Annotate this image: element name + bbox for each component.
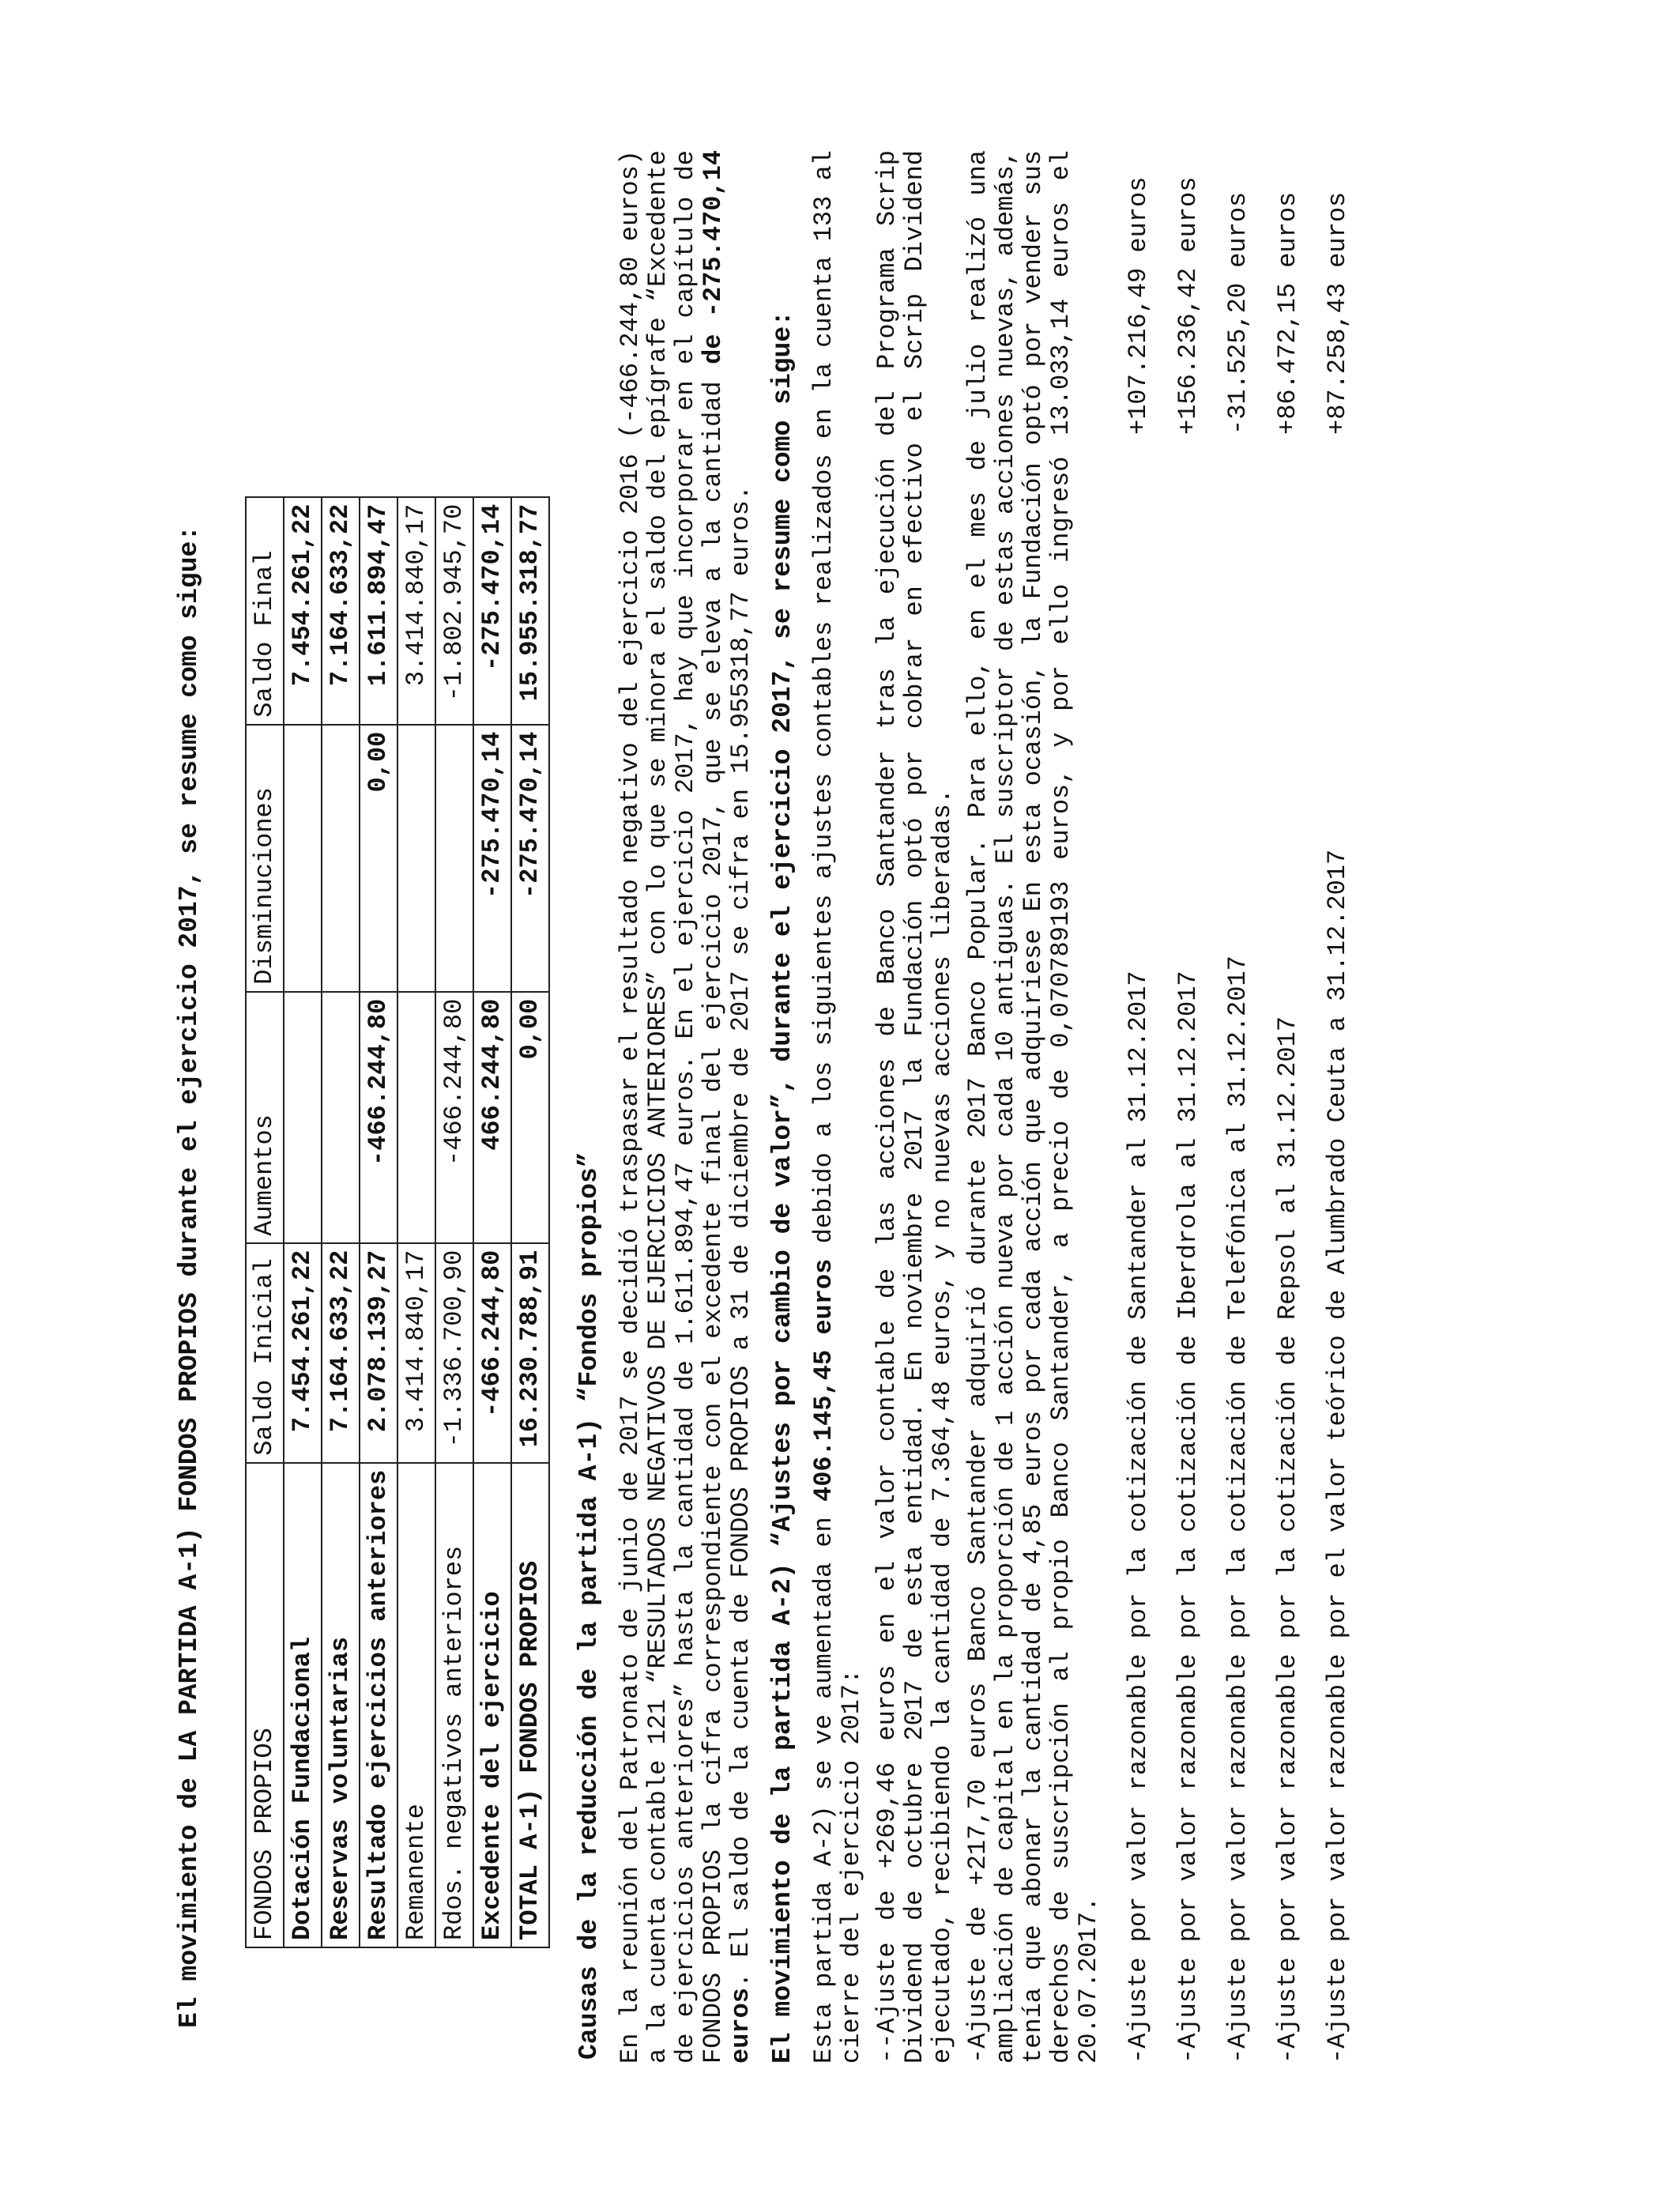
section-a1-paragraph [616,150,755,2064]
adjustment-item [1224,150,1252,2064]
table-row [511,497,549,1947]
cell-aumentos [322,992,360,1243]
cell-saldo-final: 7.164.633,22 [322,497,360,725]
cell-disminuciones: -275.470,14 [473,725,511,992]
cell-saldo-final: -275.470,14 [473,497,511,725]
table-body [284,497,549,1947]
header-fondos-propios: FONDOS PROPIOS [246,1463,284,1947]
table-row [360,497,397,1947]
adjustments-list [1124,150,1351,2064]
cell-saldo-final: 7.454.261,22 [284,497,322,725]
adjustment-label: -Ajuste por valor razonable por la cotización de Iberdrola al 31.12.2017 [1173,971,1203,2064]
main-heading: El movimiento de LA PARTIDA A-1) FONDOS PROPIOS durante el ejercicio 2017, se resume como sigue: [175,525,204,2028]
section-a2-intro [810,150,865,2064]
a1-text: En la reunión del Patronato de junio de 2017 se decidió traspasar el resultado negativo del ejercicio 2016 (-466.244,80 euros) a la cuenta contable 121 “RESULTADOS NEGATIVOS DE EJERCICIOS ANTERIORES” con lo que se minora el saldo del epígrafe “Excedente de ejercicios anteriores” hasta la cantidad de 1.611.894,47 euros. En el ejercicio 2017, hay que incorporar en el capítulo de FONDOS PROPIOS la cifra correspondiente con el excedente final del ejercicio 2017, que se eleva a la cantidad [616,150,728,2064]
table-row [397,497,435,1947]
cell-saldo-final: 15.955.318,77 [511,497,549,725]
cell-saldo-final: -1.802.945,70 [435,497,473,725]
adjustment-item [1324,150,1351,2064]
cell-label: Reservas voluntarias [322,1463,360,1947]
table-row [284,497,322,1947]
cell-saldo-inicial: 2.078.139,27 [360,1243,397,1463]
cell-label: Remanente [397,1463,435,1947]
header-aumentos: Aumentos [246,992,284,1243]
cell-saldo-inicial: 7.164.633,22 [322,1243,360,1463]
adjustment-value: +156.236,42 euros [1173,176,1203,435]
cell-aumentos: 0,00 [511,992,549,1243]
adjustment-label: -Ajuste por valor razonable por la cotización de Repsol al 31.12.2017 [1273,1016,1302,2064]
cell-label: Resultado ejercicios anteriores [360,1463,397,1947]
cell-aumentos [397,992,435,1243]
cell-label: TOTAL A-1) FONDOS PROPIOS [511,1463,549,1947]
adjustment-value: +86.472,15 euros [1273,191,1302,435]
fondos-propios-table [245,496,550,1948]
a1-tail: . El saldo de la cuenta de FONDOS PROPIOS a 31 de diciembre de 2017 se cifra en 15.955318,77 euros. [726,484,755,1988]
adjustment-item [1124,150,1152,2064]
cell-label: Dotación Fundacional [284,1463,322,1947]
section-a1-title: Causas de la reducción de la partida A-1) “Fondos propios” [574,1152,604,2060]
cell-disminuciones: -275.470,14 [511,725,549,992]
cell-disminuciones [397,725,435,992]
adjustment-label: -Ajuste por valor razonable por la cotización de Santander al 31.12.2017 [1124,971,1153,2064]
cell-saldo-inicial: -1.336.700,90 [435,1243,473,1463]
table-row [473,497,511,1947]
adjustment-value: -31.525,20 euros [1223,191,1252,435]
adjustment-label: -Ajuste por valor razonable por el valor teórico de Alumbrado Ceuta a 31.12.2017 [1323,849,1352,2064]
adjustment-value: +107.216,49 euros [1124,176,1153,435]
table-row [322,497,360,1947]
cell-aumentos [284,992,322,1243]
cell-disminuciones [322,725,360,992]
cell-aumentos: -466.244,80 [435,992,473,1243]
table-header-row [246,497,284,1947]
cell-disminuciones [435,725,473,992]
cell-saldo-inicial: 3.414.840,17 [397,1243,435,1463]
cell-disminuciones: 0,00 [360,725,397,992]
cell-disminuciones [284,725,322,992]
adjustment-item [1274,150,1301,2064]
scrip-dividend-paragraph: --Ajuste de +269,46 euros en el valor contable de las acciones de Banco Santander tras la ejecución del Programa Scrip Dividend de octubre 2017 de esta entidad. En noviembre 2017 la Fundación optó por cobrar en efectivo el Scrip Dividend ejecutado, recibiendo la cantidad de 7.364,48 euros, y no nuevas acciones liberadas. [872,150,957,2064]
a1-bold-amount: de -275.470,14 euros [699,149,755,2064]
cell-saldo-inicial: 16.230.788,91 [511,1243,549,1463]
adjustment-label: -Ajuste por valor razonable por la cotización de Telefónica al 31.12.2017 [1223,956,1252,2064]
adjustment-item [1174,150,1202,2064]
header-saldo-inicial: Saldo Inicial [246,1243,284,1463]
cell-aumentos: 466.244,80 [473,992,511,1243]
cell-saldo-inicial: -466.244,80 [473,1243,511,1463]
cell-saldo-inicial: 7.454.261,22 [284,1243,322,1463]
header-saldo-final: Saldo Final [246,497,284,725]
cell-saldo-final: 3.414.840,17 [397,497,435,725]
section-a2-title: El movimiento de la partida A-2) “Ajustes por cambio de valor”, durante el ejercicio 2017, se resume como sigue: [768,311,797,2064]
cell-saldo-final: 1.611.894,47 [360,497,397,725]
adjustment-value: +87.258,43 euros [1323,191,1352,435]
banco-popular-paragraph: -Ajuste de +217,70 euros Banco Santander adquirió durante 2017 Banco Popular. Para ello, en el mes de julio realizó una ampliación de capital en la proporción de 1 acción nueva por cada 10 antiguas. El suscriptor de estas acciones nuevas, además, tenía que abonar la cantidad de 4,85 euros por cada acción que adquiriese En esta ocasión, la Fundación optó por vender sus derechos de suscripción al propio Banco Santander, a precio de 0,070789193 euros, y por ello ingresó 13.033,14 euros el 20.07.2017. [963,150,1103,2064]
header-disminuciones: Disminuciones [246,725,284,992]
table-row [435,497,473,1947]
a2-bold-amount: 406.145,45 euros [809,1258,838,1502]
a2-post: debido a los siguientes ajustes contables realizados en la cuenta 133 al cierre del ejercicio 2017: [809,149,866,2064]
cell-aumentos: -466.244,80 [360,992,397,1243]
cell-label: Rdos. negativos anteriores [435,1463,473,1947]
cell-label: Excedente del ejercicio [473,1463,511,1947]
a2-pre: Esta partida A-2) se ve aumentada en [809,1501,838,2064]
